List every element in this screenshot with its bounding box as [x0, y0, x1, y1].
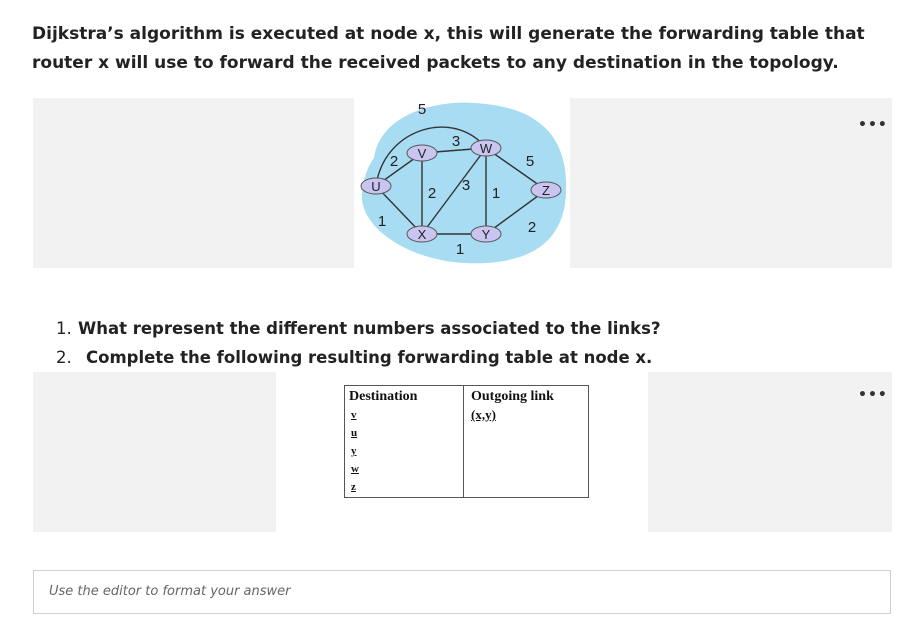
table-panel-left	[33, 372, 276, 532]
router-node-u	[361, 178, 391, 194]
router-node-v-label: V	[417, 146, 427, 161]
outgoing-link-header: Outgoing link	[471, 389, 554, 404]
weight-u-x: 1	[377, 213, 387, 230]
more-options-icon[interactable]: •••	[858, 387, 888, 403]
question-text: Dijkstra’s algorithm is executed at node x, this will generate the forwarding table that router x will use to forward the received packets to any destination in the topology.	[32, 24, 865, 73]
destination-cell: y	[351, 445, 357, 457]
answer-editor[interactable]	[33, 570, 891, 614]
weight-v-w: 3	[451, 133, 461, 150]
editor-placeholder: Use the editor to format your answer	[49, 584, 291, 599]
weight-y-z: 2	[527, 219, 537, 236]
destination-cell: u	[351, 427, 358, 439]
question-item	[56, 314, 661, 343]
weight-u-w: 5	[417, 101, 427, 118]
destination-cell: v	[351, 409, 357, 421]
item-number: 2.	[56, 348, 72, 367]
weight-w-y: 1	[491, 185, 501, 202]
question-list	[56, 314, 661, 372]
forwarding-table	[344, 385, 589, 498]
destination-header: Destination	[349, 389, 418, 404]
weight-v-x: 2	[427, 185, 437, 202]
router-node-z	[531, 182, 561, 198]
item-text: Complete the following resulting forwarding table at node x.	[86, 348, 653, 367]
router-node-u-label: U	[371, 179, 381, 194]
weight-x-w: 3	[461, 177, 471, 194]
router-node-y	[471, 226, 501, 242]
router-node-y-label: Y	[481, 227, 491, 242]
image-panel-right	[570, 98, 892, 268]
outgoing-link-example: (x,y)	[471, 407, 496, 422]
destination-cell: w	[351, 463, 359, 475]
destination-column	[345, 386, 464, 497]
router-node-x	[407, 226, 437, 242]
router-node-w	[471, 140, 501, 156]
router-node-z-label: Z	[542, 183, 550, 198]
weight-x-y: 1	[455, 241, 465, 258]
router-node-x-label: X	[417, 227, 427, 242]
item-number: 1.	[56, 319, 72, 338]
destination-cell: z	[351, 481, 356, 493]
more-options-icon[interactable]: •••	[858, 117, 888, 133]
router-node-v	[407, 145, 437, 161]
question-item	[56, 343, 661, 372]
weight-w-z: 5	[525, 153, 535, 170]
router-node-w-label: W	[479, 141, 493, 156]
network-topology-diagram	[354, 98, 570, 268]
image-panel-left	[33, 98, 354, 268]
item-text: What represent the different numbers associated to the links?	[78, 319, 661, 338]
table-panel-right	[648, 372, 892, 532]
weight-u-v: 2	[389, 153, 399, 170]
